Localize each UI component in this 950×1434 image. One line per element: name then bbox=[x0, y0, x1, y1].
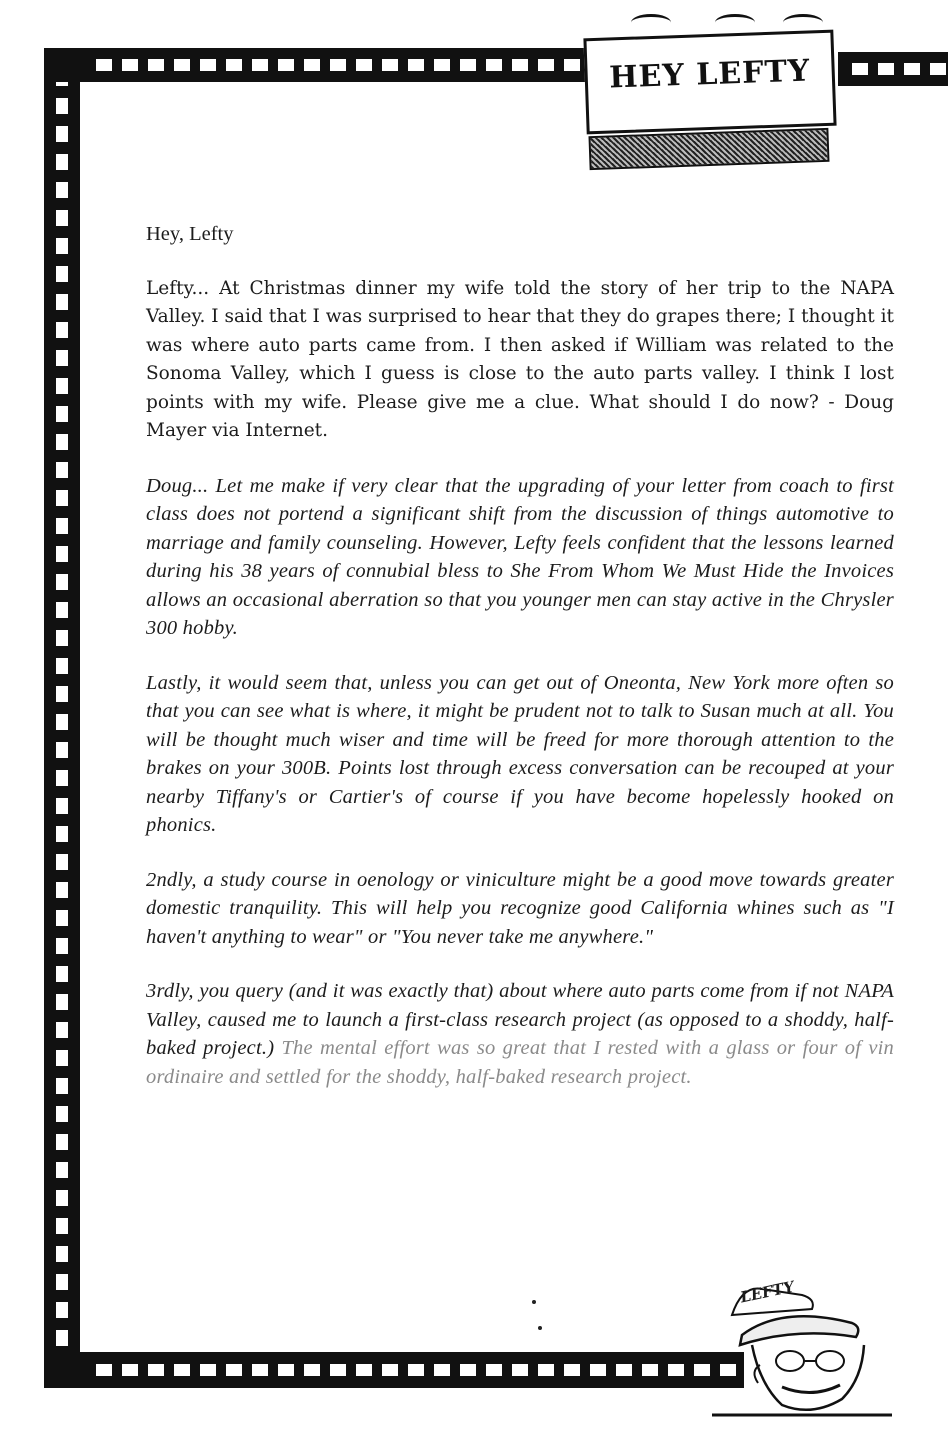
speck bbox=[532, 1300, 536, 1304]
sprocket-hole bbox=[616, 1364, 632, 1376]
sprocket-hole bbox=[56, 294, 68, 310]
letter-body bbox=[146, 220, 894, 1117]
sprocket-hole bbox=[278, 1364, 294, 1376]
sprocket-hole bbox=[122, 59, 138, 71]
sprocket-hole bbox=[56, 1274, 68, 1290]
sprocket-hole bbox=[174, 1364, 190, 1376]
sprocket-hole bbox=[930, 63, 946, 75]
film-strip-top-right bbox=[838, 52, 948, 86]
sprocket-hole bbox=[56, 210, 68, 226]
billboard-panel bbox=[583, 30, 836, 135]
sprocket-hole bbox=[56, 462, 68, 478]
sprocket-hole bbox=[174, 59, 190, 71]
sprocket-hole bbox=[56, 602, 68, 618]
sprocket-hole bbox=[56, 238, 68, 254]
sprocket-hole bbox=[56, 742, 68, 758]
sprocket-hole bbox=[538, 59, 554, 71]
sprocket-hole bbox=[590, 1364, 606, 1376]
film-strip-corner bbox=[44, 48, 80, 82]
sprocket-hole bbox=[56, 490, 68, 506]
sprocket-hole bbox=[56, 1190, 68, 1206]
sprocket-hole bbox=[56, 854, 68, 870]
sprocket-hole bbox=[486, 1364, 502, 1376]
sprocket-hole bbox=[434, 1364, 450, 1376]
salutation: Hey, Lefty bbox=[146, 223, 234, 245]
sprocket-hole bbox=[382, 59, 398, 71]
billboard-lamp-icon bbox=[631, 14, 671, 31]
sprocket-hole bbox=[56, 434, 68, 450]
answer-text-faded: The mental effort was so great that I rested with a glass or four of vin ordinaire and settled for the shoddy, half-baked research project. bbox=[146, 1037, 894, 1088]
sprocket-hole bbox=[878, 63, 894, 75]
sprocket-hole bbox=[668, 1364, 684, 1376]
sprocket-hole bbox=[356, 1364, 372, 1376]
sprocket-hole bbox=[56, 1022, 68, 1038]
sprocket-hole bbox=[694, 1364, 710, 1376]
sprocket-hole bbox=[904, 63, 920, 75]
answer-paragraph: Lastly, it would seem that, unless you can get out of Oneonta, New York more often so that you can see what is where, it might be prudent not to talk to Susan much at all. You will be thought much wiser and time will be freed for more thorough attention to the brakes on your 300B. Points lost through excess conversation can be recouped at your nearby Tiffany's or Cartier's of course if you have become hopelessly hooked on phonics. bbox=[146, 671, 894, 836]
hey-lefty-billboard bbox=[583, 10, 841, 170]
sprocket-hole bbox=[564, 1364, 580, 1376]
sprocket-hole bbox=[56, 658, 68, 674]
answer-paragraph: Doug... Let me make if very clear that the upgrading of your letter from coach to first class does not portend a significant shift from the discussion of things automotive to marriage and family counseling. However, Lefty feels confident that the lessons learned during his 38 years of connubial bless to She From Whom We Must Hide the Invoices allows an occasional aberration so that you younger men can stay active in the Chrysler 300 hobby. bbox=[146, 474, 894, 639]
sprocket-hole bbox=[304, 1364, 320, 1376]
answer-paragraph bbox=[146, 977, 894, 1091]
billboard-lamp-icon bbox=[783, 14, 823, 31]
sprocket-hole bbox=[56, 966, 68, 982]
sprocket-hole bbox=[56, 1218, 68, 1234]
sprocket-hole bbox=[56, 1078, 68, 1094]
sprocket-hole bbox=[330, 59, 346, 71]
sprocket-hole bbox=[56, 1106, 68, 1122]
sprocket-hole bbox=[56, 126, 68, 142]
sprocket-hole bbox=[382, 1364, 398, 1376]
sprocket-hole bbox=[356, 59, 372, 71]
sprocket-hole bbox=[56, 686, 68, 702]
sprocket-hole bbox=[200, 1364, 216, 1376]
sprocket-hole bbox=[56, 546, 68, 562]
sprocket-hole bbox=[56, 1162, 68, 1178]
sprocket-hole bbox=[486, 59, 502, 71]
sprocket-hole bbox=[148, 1364, 164, 1376]
sprocket-hole bbox=[96, 1364, 112, 1376]
lefty-caricature-icon bbox=[712, 1275, 892, 1425]
sprocket-hole bbox=[56, 1134, 68, 1150]
sprocket-hole bbox=[642, 1364, 658, 1376]
sprocket-hole bbox=[56, 266, 68, 282]
sprocket-hole bbox=[56, 994, 68, 1010]
column-title: HEY LEFTY bbox=[608, 53, 811, 96]
sprocket-hole bbox=[252, 1364, 268, 1376]
sprocket-hole bbox=[56, 1050, 68, 1066]
film-strip-bottom bbox=[44, 1352, 744, 1388]
sprocket-hole bbox=[56, 574, 68, 590]
sprocket-hole bbox=[434, 59, 450, 71]
sprocket-hole bbox=[226, 1364, 242, 1376]
sprocket-hole bbox=[200, 59, 216, 71]
sprocket-hole bbox=[56, 630, 68, 646]
sprocket-hole bbox=[56, 182, 68, 198]
sprocket-hole bbox=[122, 1364, 138, 1376]
sprocket-hole bbox=[538, 1364, 554, 1376]
sprocket-hole bbox=[56, 350, 68, 366]
sprocket-hole bbox=[564, 59, 580, 71]
sprocket-hole bbox=[56, 826, 68, 842]
film-strip-top bbox=[44, 48, 589, 82]
sprocket-hole bbox=[56, 322, 68, 338]
sprocket-hole bbox=[56, 910, 68, 926]
sprocket-hole bbox=[278, 59, 294, 71]
sprocket-hole bbox=[56, 378, 68, 394]
sprocket-hole bbox=[226, 59, 242, 71]
sprocket-hole bbox=[56, 98, 68, 114]
sprocket-hole bbox=[56, 406, 68, 422]
billboard-base bbox=[588, 128, 829, 170]
lefty-cartoon-signature bbox=[712, 1275, 892, 1425]
answer-paragraph: 2ndly, a study course in oenology or viniculture might be a good move towards greater domestic tranquility. This will help you recognize good California whines such as "I haven't anything to wear" or "You never take me anywhere." bbox=[146, 868, 894, 948]
sprocket-hole bbox=[330, 1364, 346, 1376]
sprocket-hole bbox=[408, 59, 424, 71]
sprocket-hole bbox=[56, 518, 68, 534]
reader-question: Lefty... At Christmas dinner my wife told the story of her trip to the NAPA Valley. I said that I was surprised to hear that they do grapes there; I thought it was where auto parts came from. I then asked if William was related to the Sonoma Valley, which I guess is close to the auto parts valley. I think I lost points with my wife. Please give me a clue. What should I do now? - Doug Mayer via Internet. bbox=[146, 277, 894, 441]
speck bbox=[538, 1326, 542, 1330]
sprocket-hole bbox=[512, 1364, 528, 1376]
sprocket-hole bbox=[56, 714, 68, 730]
sprocket-hole bbox=[56, 1330, 68, 1346]
sprocket-hole bbox=[56, 882, 68, 898]
sprocket-hole bbox=[252, 59, 268, 71]
sprocket-hole bbox=[56, 1246, 68, 1262]
signature-name: LEFTY bbox=[738, 1277, 796, 1307]
sprocket-hole bbox=[460, 59, 476, 71]
sprocket-hole bbox=[56, 798, 68, 814]
sprocket-hole bbox=[148, 59, 164, 71]
sprocket-hole bbox=[852, 63, 868, 75]
sprocket-hole bbox=[304, 59, 320, 71]
billboard-lamp-icon bbox=[715, 14, 755, 31]
sprocket-hole bbox=[56, 938, 68, 954]
answer-text: 3rdly, you query (and it was exactly that) about where auto parts come from if not NAPA Valley, caused me to launch a first-class research project (as opposed to a shoddy, half-baked project.) bbox=[146, 980, 894, 1059]
sprocket-hole bbox=[512, 59, 528, 71]
film-strip-left bbox=[44, 48, 80, 1388]
sprocket-hole bbox=[460, 1364, 476, 1376]
sprocket-hole bbox=[56, 1302, 68, 1318]
sprocket-hole bbox=[56, 154, 68, 170]
sprocket-hole bbox=[56, 770, 68, 786]
sprocket-hole bbox=[96, 59, 112, 71]
sprocket-hole bbox=[408, 1364, 424, 1376]
